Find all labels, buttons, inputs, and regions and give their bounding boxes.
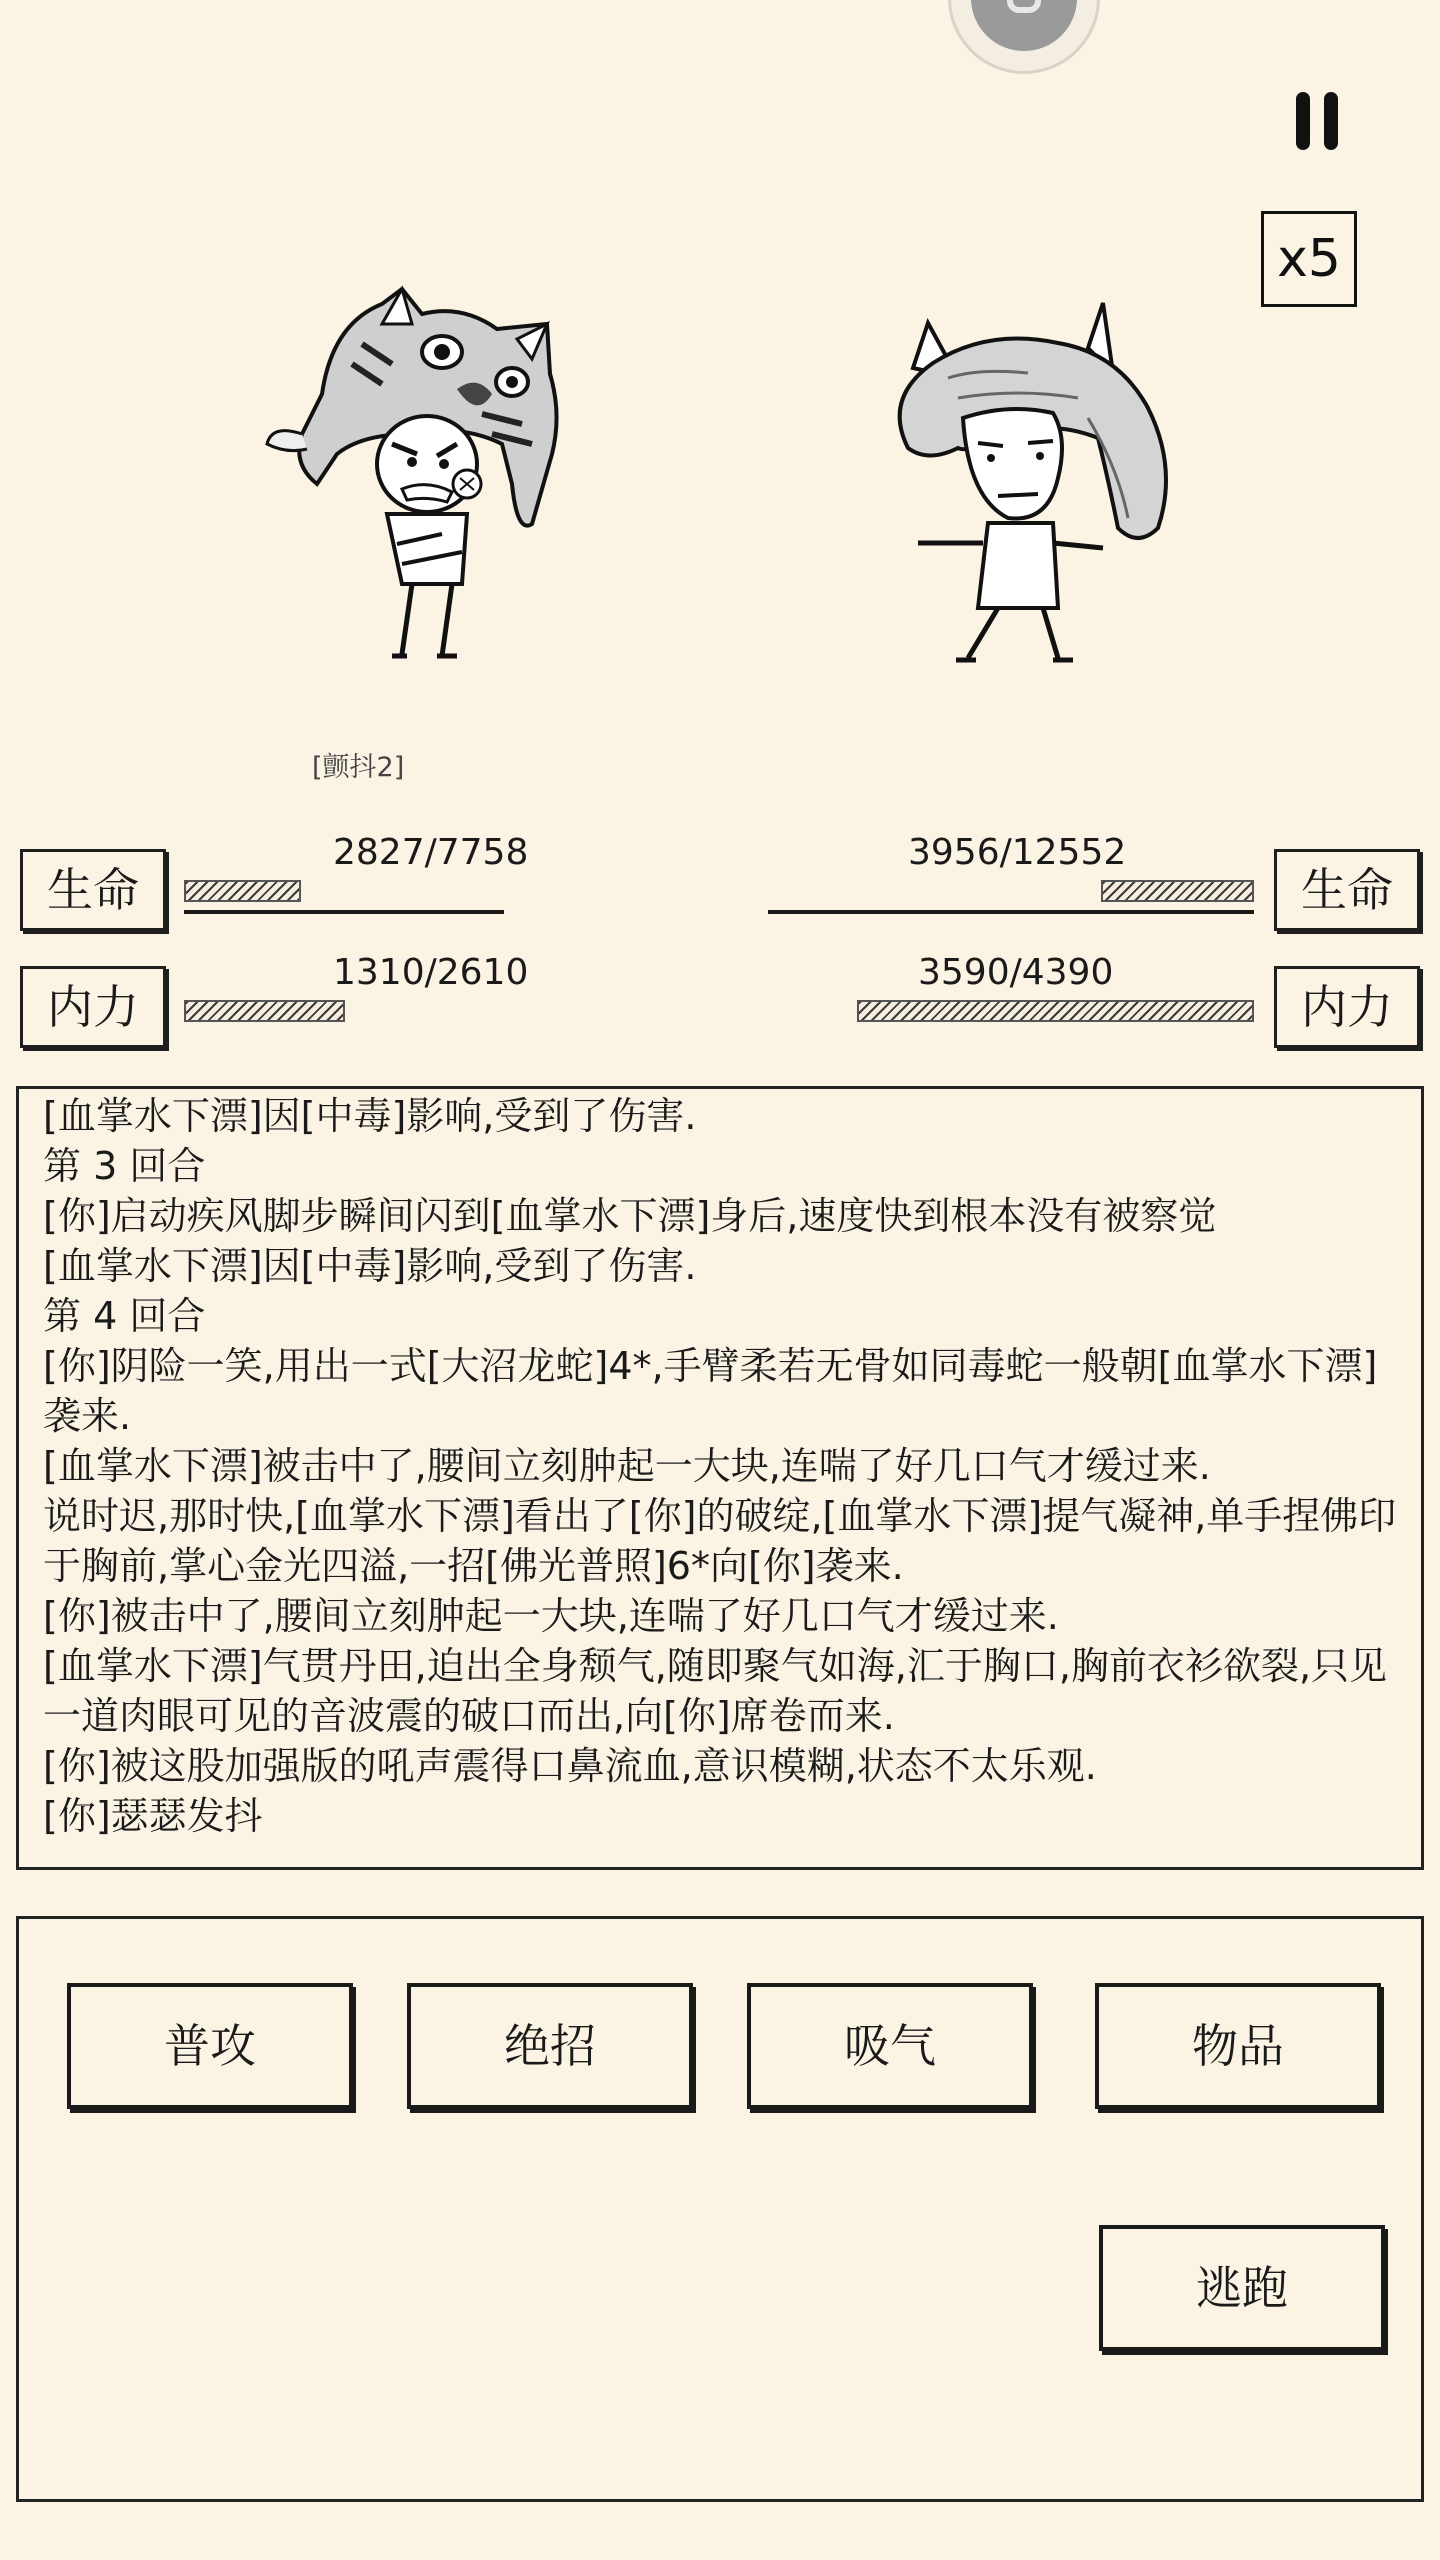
flee-button[interactable]: 逃跑 xyxy=(1099,2225,1385,2351)
log-line: 第 4 回合 xyxy=(43,1294,206,1338)
enemy-mp-value: 3590/4390 xyxy=(918,952,1114,993)
log-line: [血掌水下漂]因[中毒]影响,受到了伤害. xyxy=(43,1094,697,1138)
items-button[interactable]: 物品 xyxy=(1095,1983,1381,2109)
enemy-hp-bar xyxy=(1101,880,1254,902)
enemy-hp-value: 3956/12552 xyxy=(908,832,1127,873)
enemy-character xyxy=(888,298,1188,668)
assist-icon xyxy=(971,0,1077,51)
enemy-mp-bar xyxy=(857,1000,1254,1022)
log-line: 第 3 回合 xyxy=(43,1144,206,1188)
log-line: [血掌水下漂]被击中了,腰间立刻肿起一大块,连喘了好几口气才缓过来. xyxy=(43,1444,1211,1488)
player-hp-track xyxy=(184,910,504,914)
player-status-effect: [颤抖2] xyxy=(312,752,405,783)
log-line: 说时迟,那时快,[血掌水下漂]看出了[你]的破绽,[血掌水下漂]提气凝神,单手捏佛印于胸前,掌心金光四溢,一招[佛光普照]6*向[你]袭来. xyxy=(43,1494,1397,1588)
pause-icon xyxy=(1296,92,1310,150)
floating-assist-button[interactable] xyxy=(948,0,1100,74)
log-line: [你]被击中了,腰间立刻肿起一大块,连喘了好几口气才缓过来. xyxy=(43,1594,1059,1638)
battle-log[interactable] xyxy=(16,1086,1424,1870)
log-line: [血掌水下漂]气贯丹田,迫出全身颓气,随即聚气如海,汇于胸口,胸前衣衫欲裂,只见一道肉眼可见的音波震的破口而出,向[你]席卷而来. xyxy=(43,1644,1388,1738)
player-mp-bar xyxy=(184,1000,345,1022)
speed-toggle-button[interactable]: x5 xyxy=(1261,211,1357,307)
ultimate-button[interactable]: 绝招 xyxy=(407,1983,693,2109)
battle-log-text xyxy=(43,1091,1405,1841)
player-hp-bar xyxy=(184,880,301,902)
breathe-button[interactable]: 吸气 xyxy=(747,1983,1033,2109)
log-line: [血掌水下漂]因[中毒]影响,受到了伤害. xyxy=(43,1244,697,1288)
log-line: [你]阴险一笑,用出一式[大沼龙蛇]4*,手臂柔若无骨如同毒蛇一般朝[血掌水下漂]袭来. xyxy=(43,1344,1378,1438)
player-hp-label: 生命 xyxy=(20,849,166,931)
log-line: [你]被这股加强版的吼声震得口鼻流血,意识模糊,状态不太乐观. xyxy=(43,1744,1097,1788)
log-line: [你]启动疾风脚步瞬间闪到[血掌水下漂]身后,速度快到根本没有被察觉 xyxy=(43,1194,1217,1238)
player-mp-label: 内力 xyxy=(20,966,166,1048)
enemy-mp-label: 内力 xyxy=(1274,966,1420,1048)
enemy-hp-track xyxy=(768,910,1254,914)
player-character xyxy=(262,284,572,674)
log-line: [你]瑟瑟发抖 xyxy=(43,1794,263,1838)
enemy-hp-label: 生命 xyxy=(1274,849,1420,931)
player-mp-value: 1310/2610 xyxy=(333,952,529,993)
action-panel xyxy=(16,1916,1424,2502)
pause-button[interactable] xyxy=(1290,92,1346,152)
attack-button[interactable]: 普攻 xyxy=(67,1983,353,2109)
player-hp-value: 2827/7758 xyxy=(333,832,529,873)
